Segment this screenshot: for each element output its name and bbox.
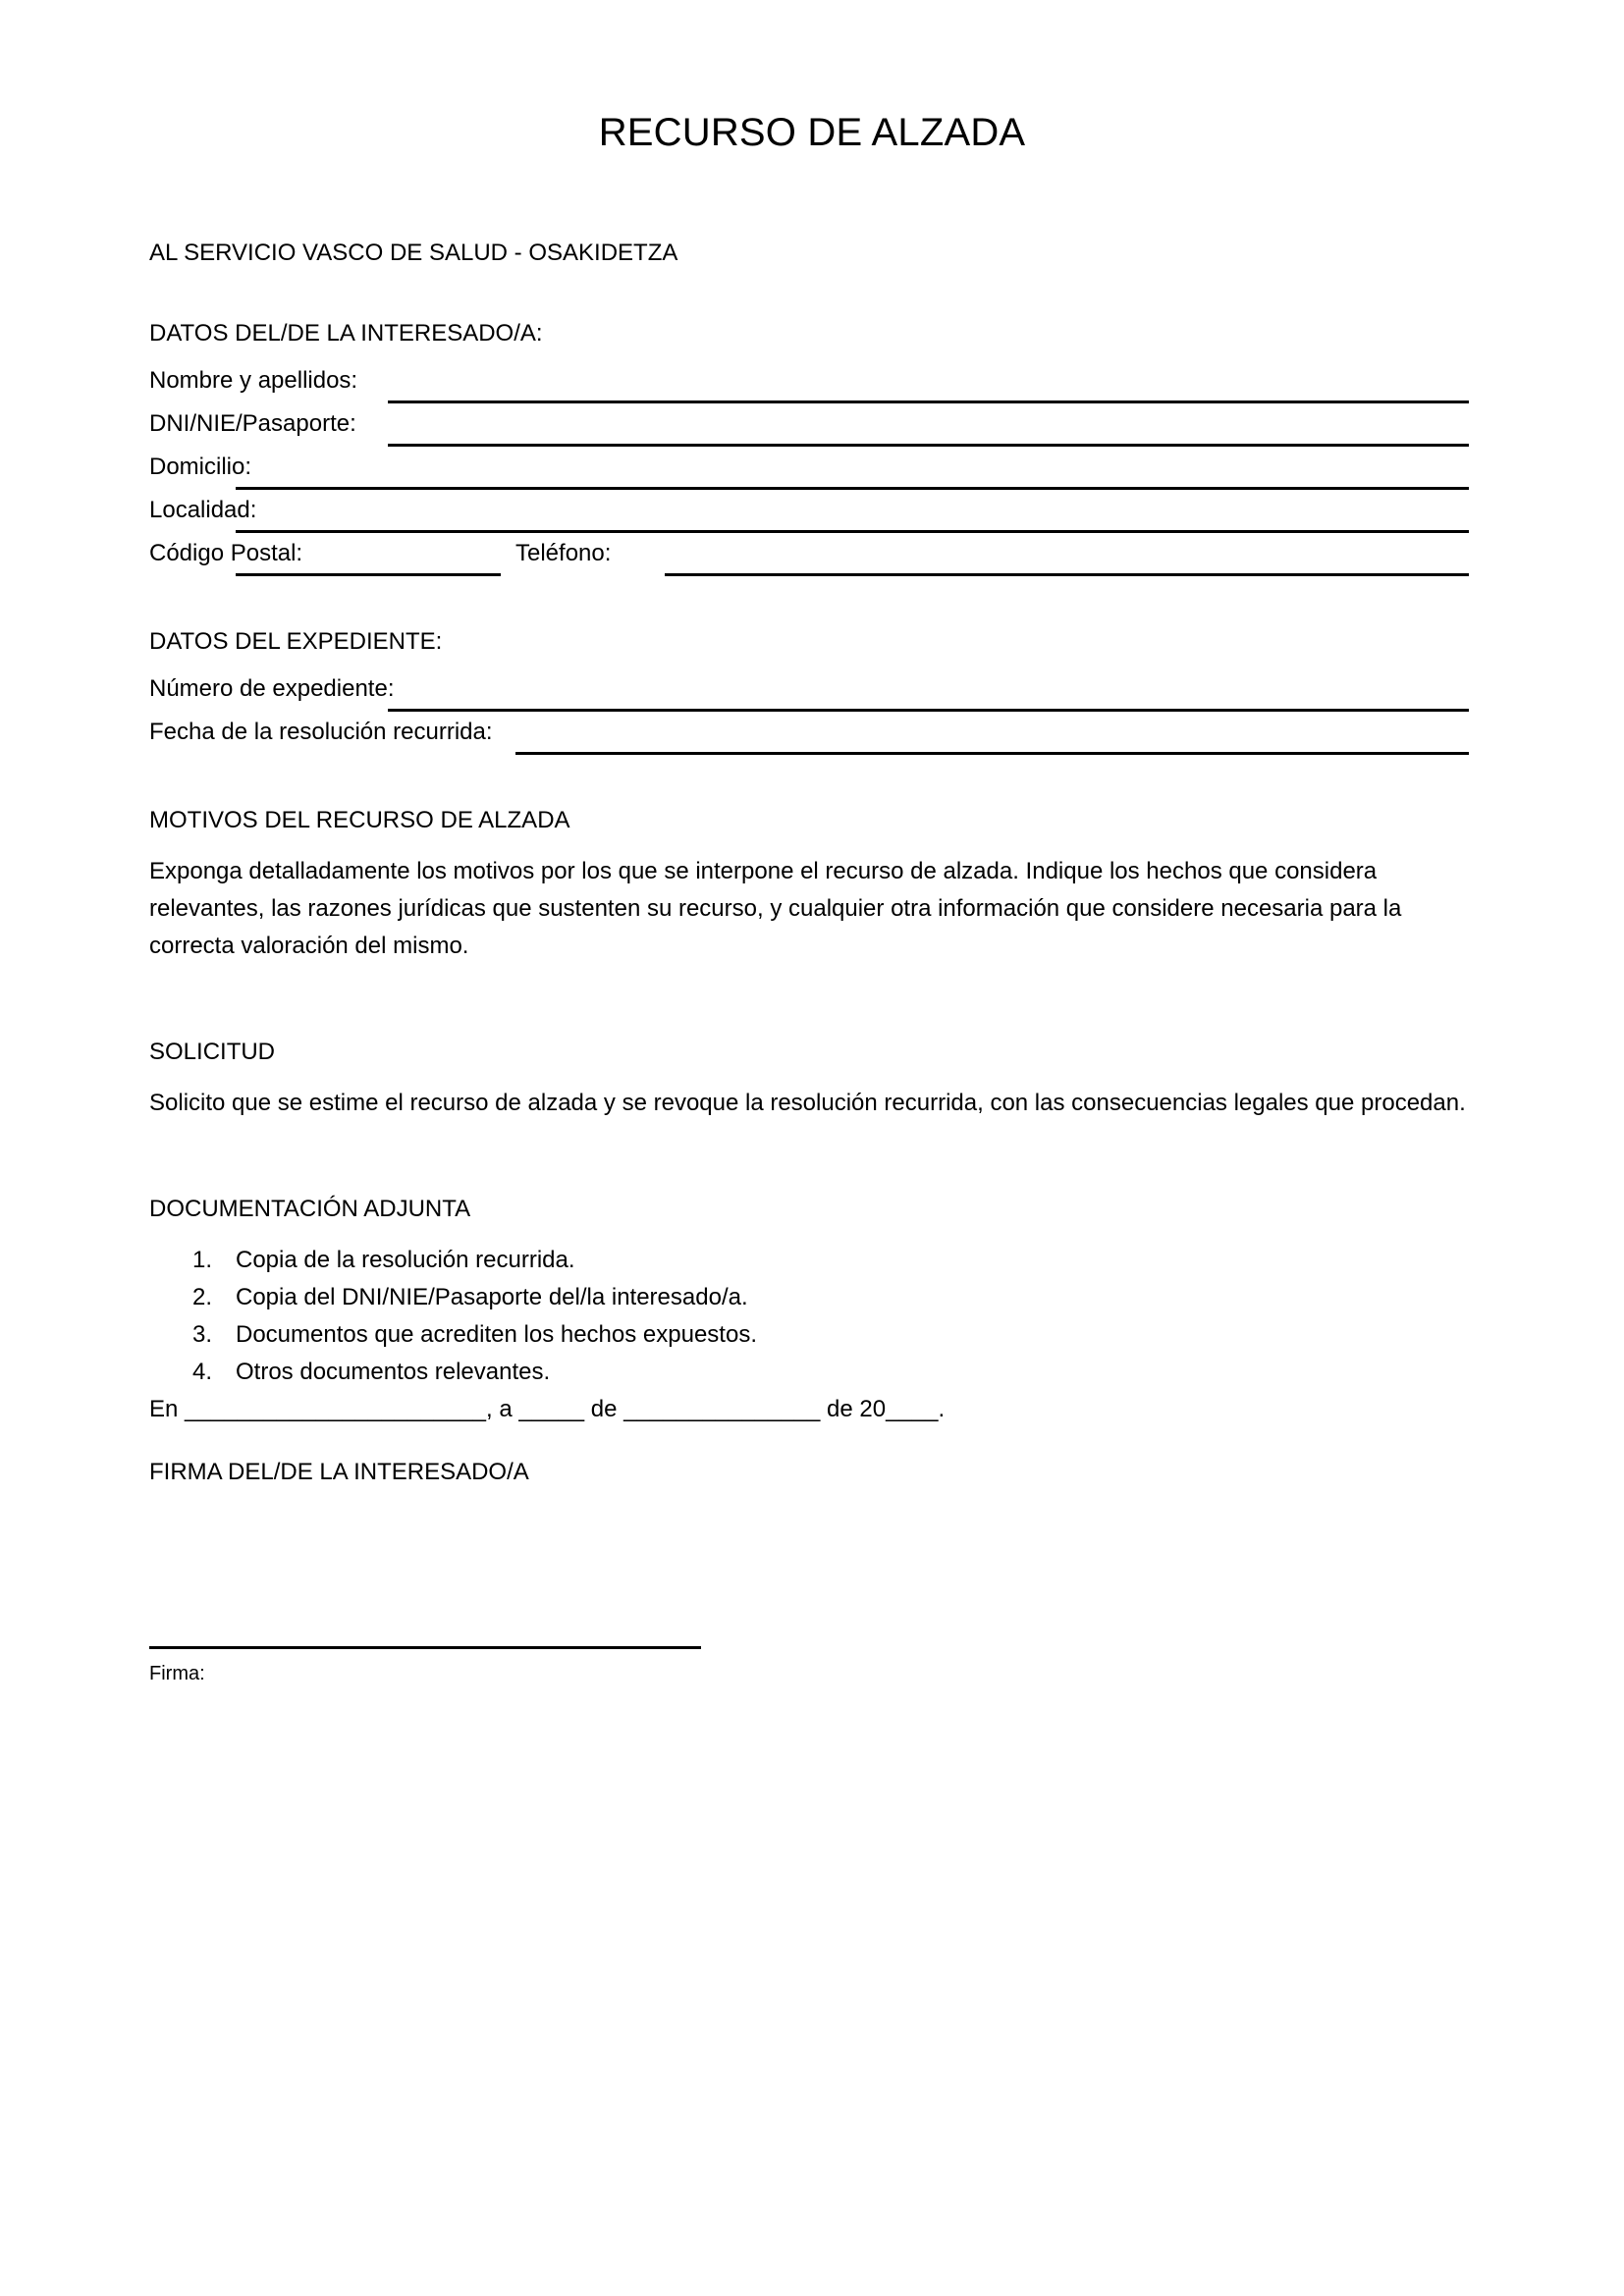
list-item: [149, 1279, 1469, 1316]
grounds-text: Exponga detalladamente los motivos por los que se interpone el recurso de alzada. Indique los hechos que considera relevantes, las razones jurídicas que sustenten su recurso, y cualquier otra información que considere necesaria para la correcta valoración del mismo.: [149, 858, 1402, 959]
addressee-line: AL SERVICIO VASCO DE SALUD - OSAKIDETZA: [149, 240, 678, 266]
signature-label: Firma:: [149, 1663, 205, 1684]
spacer-after-request: [149, 1122, 1469, 1195]
list-item-label: Otros documentos relevantes.: [236, 1359, 551, 1385]
field-row-codigo-postal-telefono: [149, 539, 1469, 582]
field-label-domicilio: Domicilio:: [149, 454, 252, 480]
field-input-codigo-postal[interactable]: [236, 573, 501, 576]
field-label-numero-expediente: Número de expediente:: [149, 675, 395, 702]
field-input-numero-expediente[interactable]: [388, 709, 1469, 712]
field-input-localidad[interactable]: [236, 530, 1469, 533]
list-item-label: Documentos que acrediten los hechos expuestos.: [236, 1321, 757, 1348]
field-input-dni[interactable]: [388, 444, 1469, 447]
list-item-number: 1.: [192, 1247, 213, 1273]
spacer-before-signature: [149, 1428, 1469, 1458]
list-item-label: Copia del DNI/NIE/Pasaporte del/la interesado/a.: [236, 1284, 748, 1310]
field-row-dni: [149, 409, 1469, 453]
field-row-fecha-resolucion: [149, 718, 1469, 761]
section-heading-file-data: DATOS DEL EXPEDIENTE:: [149, 628, 443, 655]
field-input-nombre[interactable]: [388, 400, 1469, 403]
list-item: [149, 1316, 1469, 1354]
field-row-nombre: [149, 366, 1469, 409]
list-item-number: 3.: [192, 1321, 213, 1348]
section-heading-request: SOLICITUD: [149, 1039, 276, 1065]
signature-space[interactable]: [149, 1487, 1469, 1646]
field-label-codigo-postal: Código Postal:: [149, 540, 303, 566]
field-label-telefono: Teléfono:: [515, 540, 612, 566]
field-input-telefono[interactable]: [665, 573, 1469, 576]
list-item-label: Copia de la resolución recurrida.: [236, 1247, 575, 1273]
field-row-numero-expediente: [149, 674, 1469, 718]
page-title: RECURSO DE ALZADA: [598, 111, 1026, 154]
field-row-domicilio: [149, 453, 1469, 496]
spacer-after-grounds: [149, 965, 1469, 1038]
list-item: [149, 1242, 1469, 1279]
section-heading-grounds: MOTIVOS DEL RECURSO DE ALZADA: [149, 807, 570, 833]
request-text: Solicito que se estime el recurso de alzada y se revoque la resolución recurrida, con las consecuencias legales que procedan.: [149, 1090, 1466, 1116]
place-and-date-line[interactable]: En _______________________, a _____ de _______________ de 20____.: [149, 1396, 946, 1422]
field-input-fecha-resolucion[interactable]: [515, 752, 1469, 755]
document-body: [149, 239, 1469, 1686]
field-label-dni: DNI/NIE/Pasaporte:: [149, 410, 356, 437]
section-heading-interested-party: DATOS DEL/DE LA INTERESADO/A:: [149, 320, 543, 347]
field-label-nombre: Nombre y apellidos:: [149, 367, 358, 394]
list-item-number: 2.: [192, 1284, 213, 1310]
signature-line[interactable]: [149, 1646, 701, 1649]
spacer-after-personal-data: [149, 582, 1469, 627]
field-label-fecha-resolucion: Fecha de la resolución recurrida:: [149, 719, 493, 745]
field-label-localidad: Localidad:: [149, 497, 257, 523]
section-heading-signature: FIRMA DEL/DE LA INTERESADO/A: [149, 1459, 529, 1485]
section-heading-attachments: DOCUMENTACIÓN ADJUNTA: [149, 1196, 471, 1222]
field-row-localidad: [149, 496, 1469, 539]
attachments-list: [149, 1242, 1469, 1391]
list-item: [149, 1354, 1469, 1391]
list-item-number: 4.: [192, 1359, 213, 1385]
field-input-domicilio[interactable]: [236, 487, 1469, 490]
spacer-after-file-data: [149, 761, 1469, 806]
